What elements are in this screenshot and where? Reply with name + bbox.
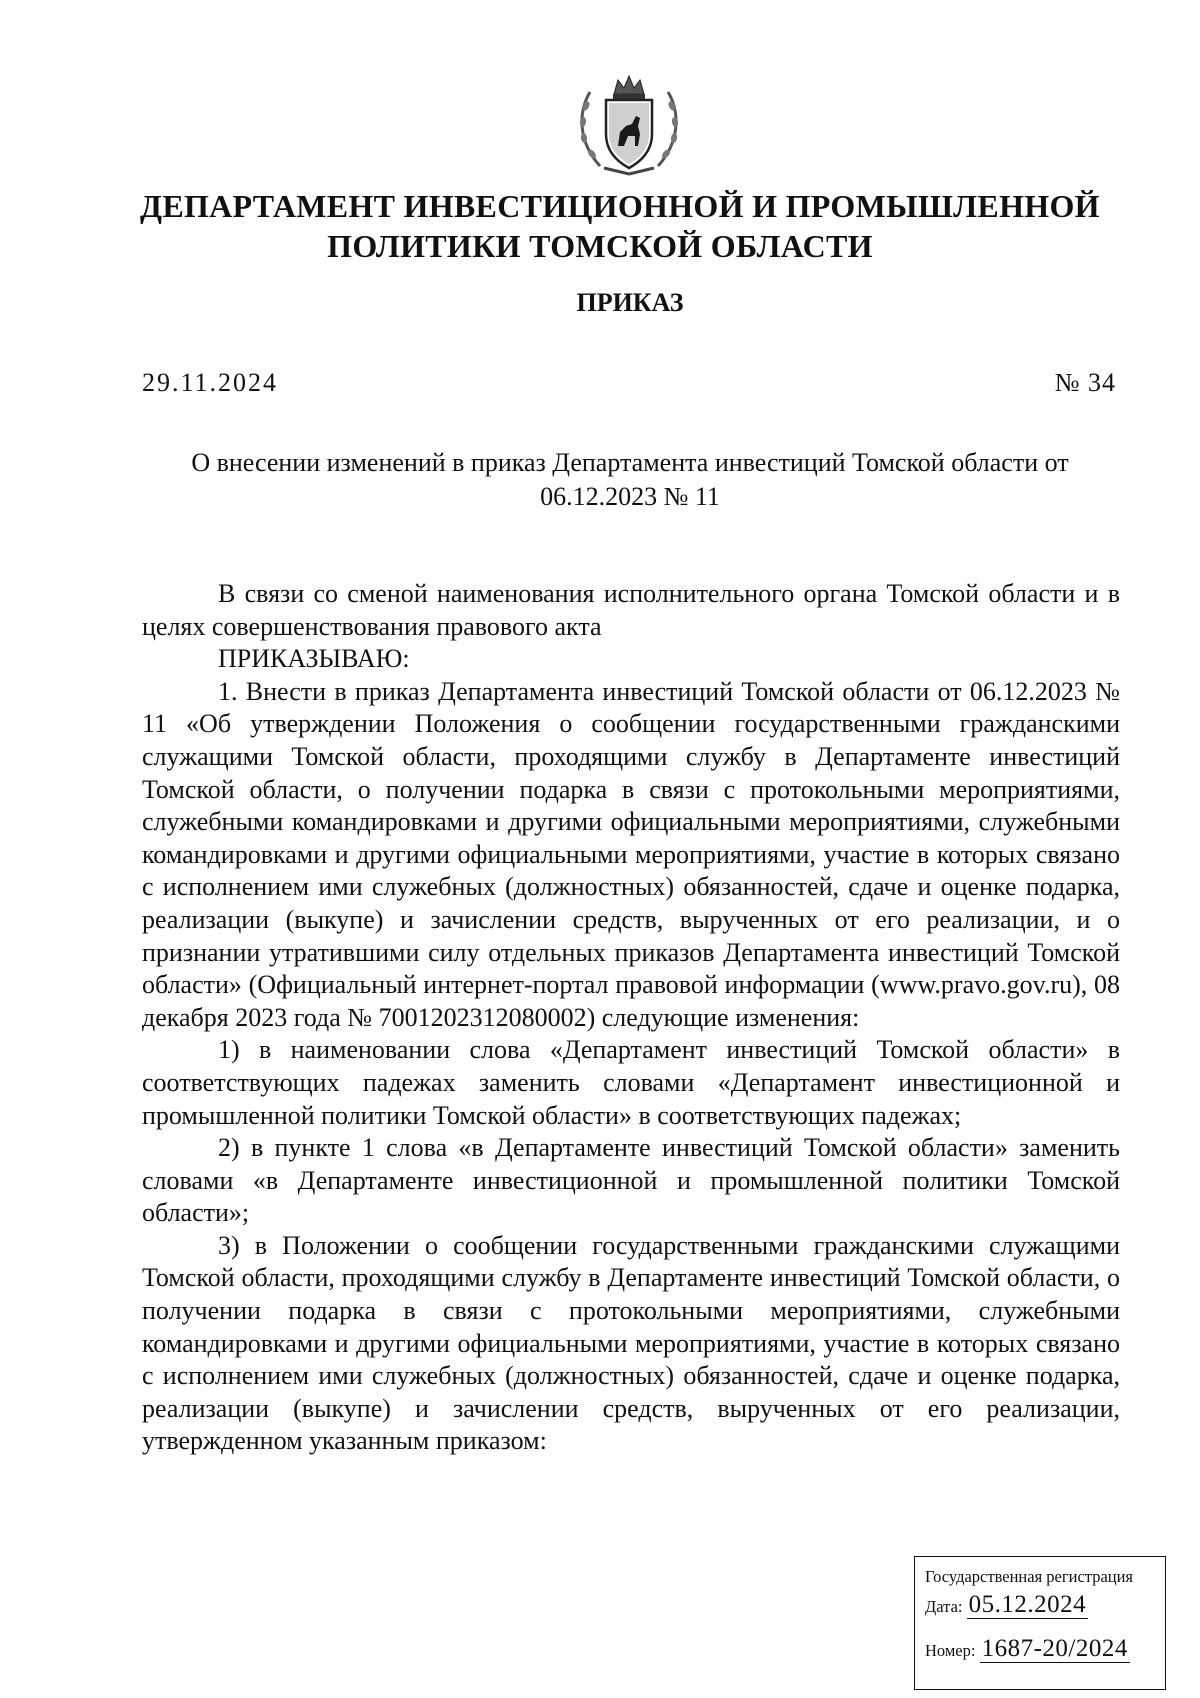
department-name: [140, 186, 1100, 266]
department-name-line1: ДЕПАРТАМЕНТ ИНВЕСТИЦИОННОЙ И ПРОМЫШЛЕННОЙ: [140, 188, 1100, 224]
document-body: [142, 578, 1120, 1458]
stamp-number-label: Номер:: [925, 1641, 976, 1660]
subitem-1-paragraph: 1) в наименовании слова «Департамент инвестиций Томской области» в соответствующих падежах заменить словами «Департамент инвестиционной и промышленной политики Томской области» в соответствующих падежах;: [142, 1035, 1120, 1130]
stamp-date-label: Дата:: [925, 1597, 963, 1616]
subitem-3-paragraph: 3) в Положении о сообщении государственными гражданскими служащими Томской области, проходящими службу в Департаменте инвестиций Томской области, о получении подарка в связи с протокольными мероприятиями, служебными командировками и другими официальными мероприятиями, участие в которых связано с исполнением ими служебных (должностных) обязанностей, сдаче и оценке подарка, реализации (выкупе) и зачислении средств, вырученных от его реализации, утвержденном указанным приказом:: [142, 1230, 1120, 1456]
stamp-number-value: 1687-20/2024: [981, 1635, 1128, 1662]
document-type: ПРИКАЗ: [576, 288, 684, 317]
document-date: 29.11.2024: [142, 368, 279, 397]
stamp-date-value: 05.12.2024: [968, 1591, 1087, 1618]
document-subject: [130, 446, 1130, 514]
coat-of-arms-icon: [570, 72, 688, 178]
order-word: ПРИКАЗЫВАЮ:: [218, 644, 410, 674]
subject-line2: 06.12.2023 № 11: [540, 482, 720, 511]
stamp-date-row: [925, 1591, 1088, 1619]
subject-line1: О внесении изменений в приказ Департамента инвестиций Томской области от: [191, 448, 1069, 477]
department-name-line2: ПОЛИТИКИ ТОМСКОЙ ОБЛАСТИ: [327, 228, 873, 264]
item-1-paragraph: 1. Внести в приказ Департамента инвестиций Томской области от 06.12.2023 № 11 «Об утверждении Положения о сообщении государственными гражданскими служащими Томской области, проходящими службу в Департаменте инвестиций Томской области, о получении подарка в связи с протокольными мероприятиями, служебными командировками и другими официальными мероприятиями, служебными командировками и другими официальными мероприятиями, участие в которых связано с исполнением ими служебных (должностных) обязанностей, сдаче и оценке подарка, реализации (выкупе) и зачислении средств, вырученных от его реализации, и о признании утратившими силу отдельных приказов Департамента инвестиций Томской области» (Официальный интернет-портал правовой информации (www.pravo.gov.ru), 08 декабря 2023 года № 7001202312080002) следующие изменения:: [142, 676, 1120, 1032]
stamp-number-row: [925, 1635, 1130, 1663]
subitem-2-paragraph: 2) в пункте 1 слова «в Департаменте инвестиций Томской области» заменить словами «в Департаменте инвестиционной и промышленной политики Томской области»;: [142, 1133, 1120, 1228]
preamble-paragraph: В связи со сменой наименования исполнительного органа Томской области и в целях совершенствования правового акта: [142, 579, 1120, 641]
registration-stamp: [914, 1556, 1166, 1690]
stamp-title: Государственная регистрация: [925, 1567, 1134, 1586]
document-number: № 34: [1054, 368, 1116, 397]
